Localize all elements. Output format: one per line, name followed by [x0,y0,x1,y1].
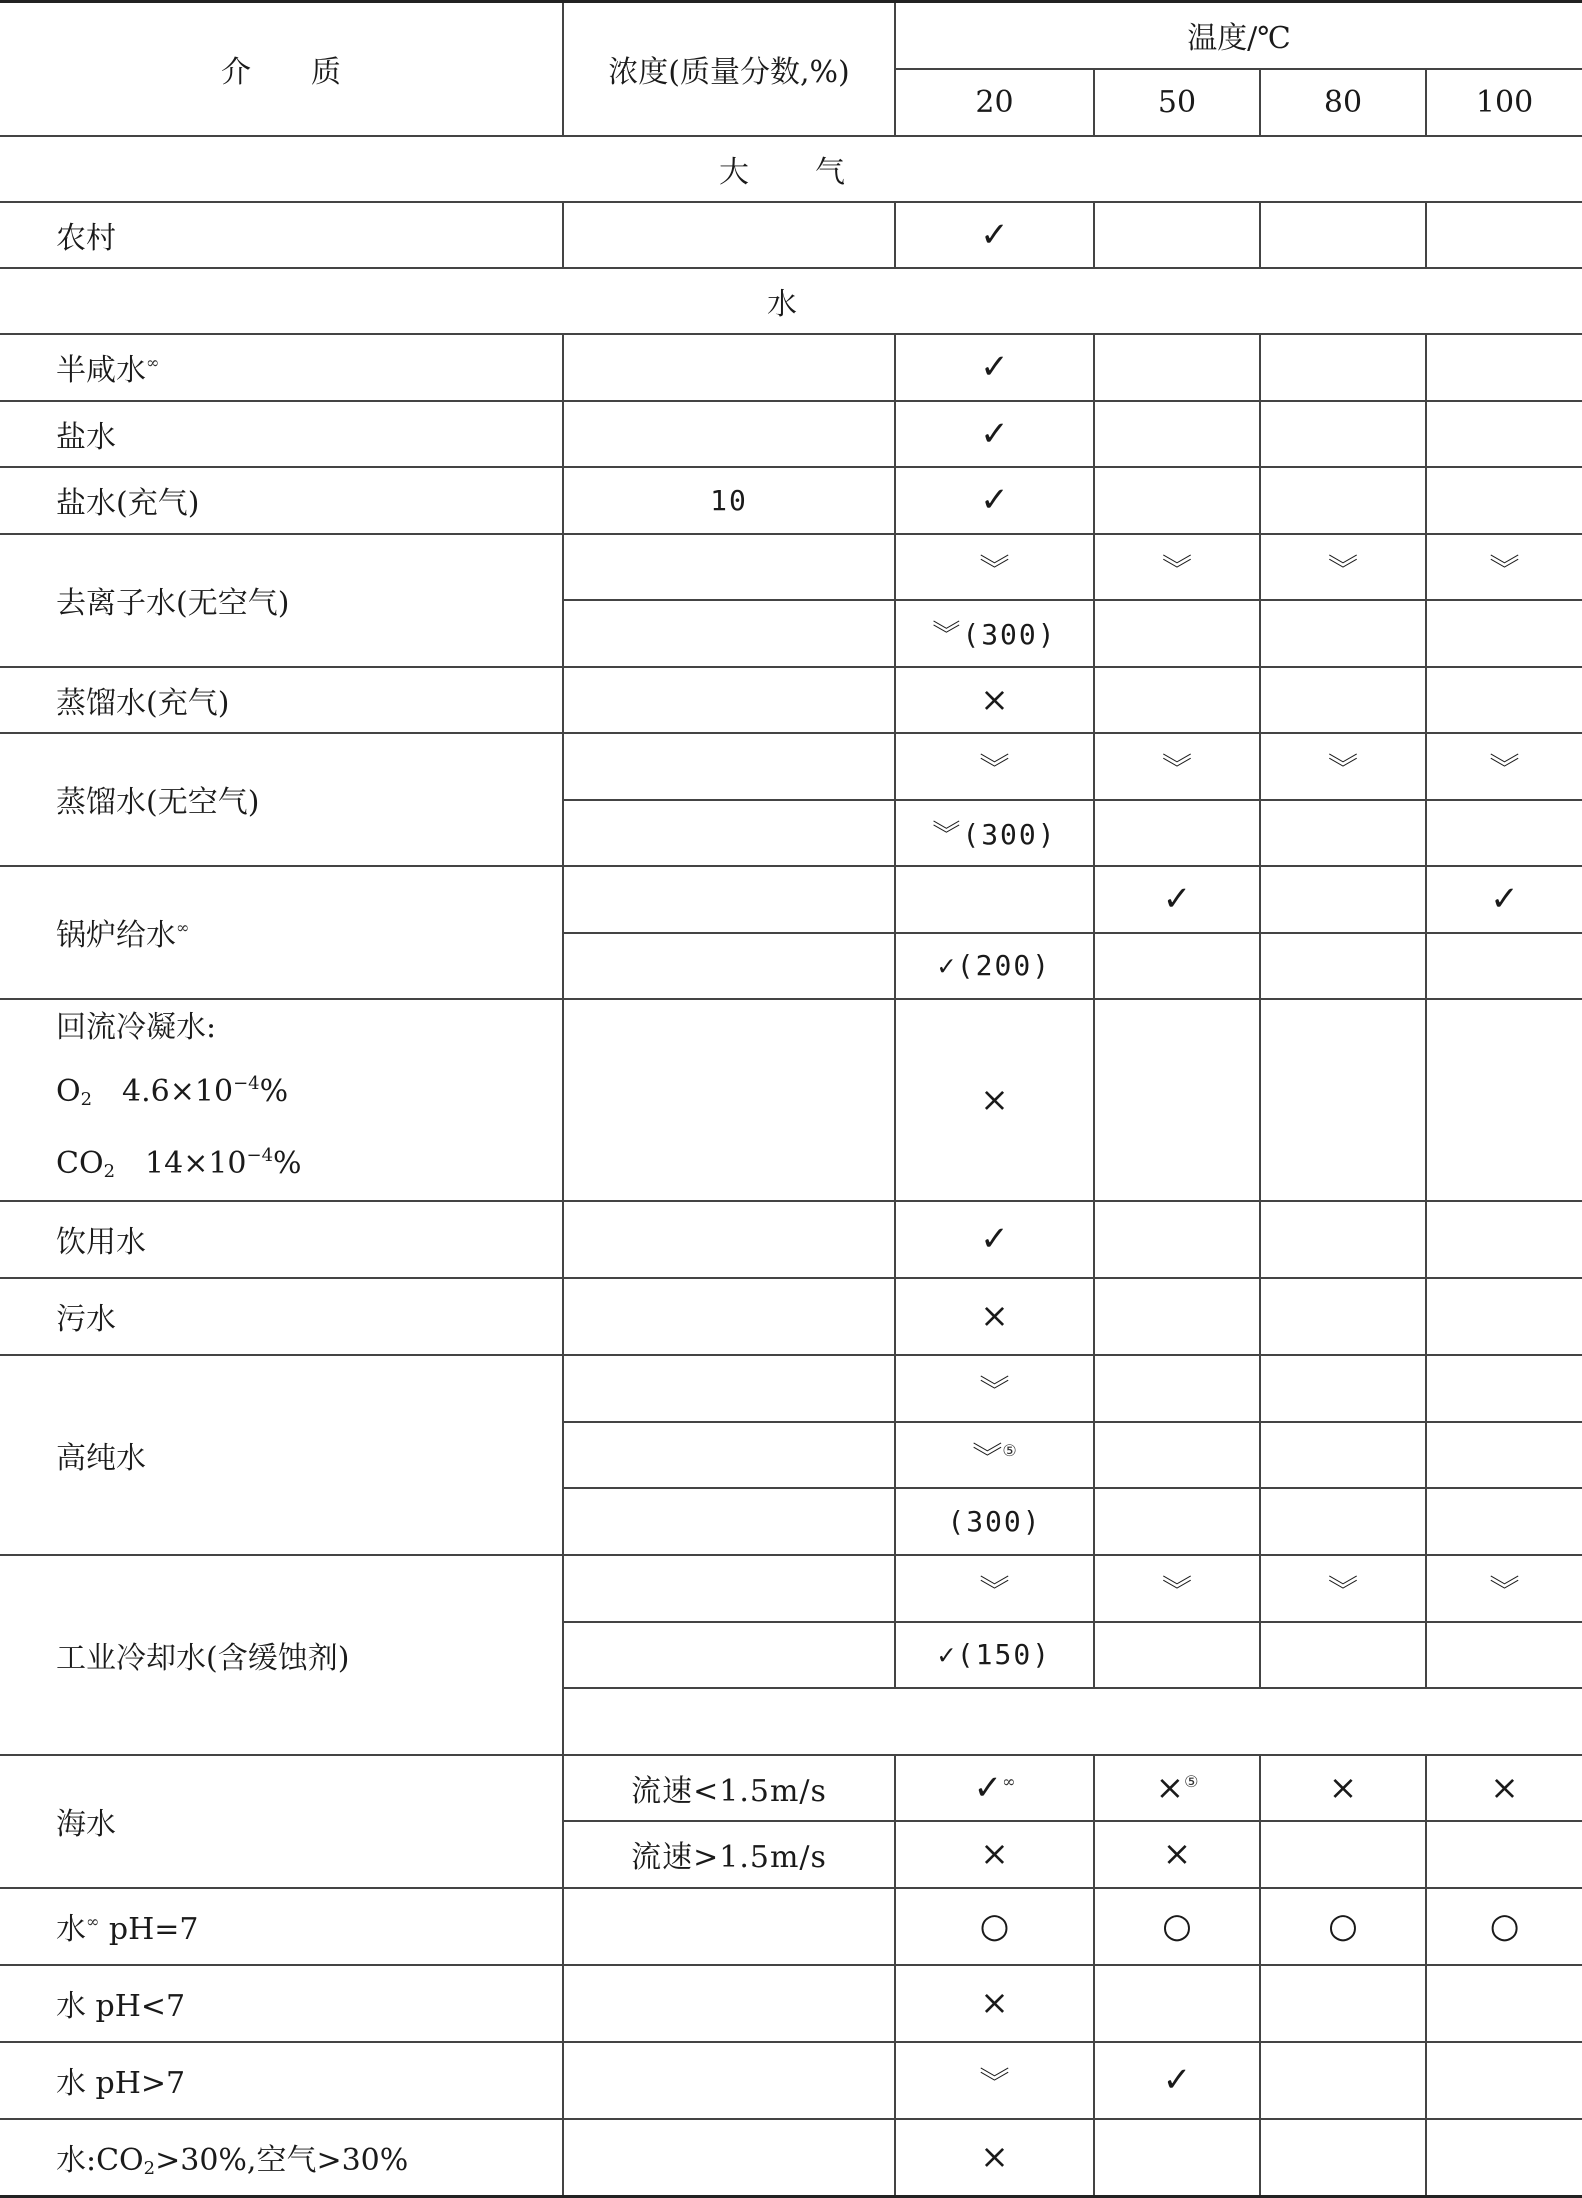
section-atmosphere: 大 气 [0,136,1582,202]
rating-cell-20: × [895,1821,1094,1888]
formula-text: CO [56,1145,104,1181]
concentration-cell [563,1201,895,1278]
concentration-cell [563,1965,895,2042]
section-row-atmosphere [0,136,1582,202]
rating-cell-20: ✓ [895,467,1094,534]
rating-cell-20: ✓ [895,1201,1094,1278]
section-water: 水 [0,268,1582,334]
header-temp-100: 100 [1426,69,1582,136]
rating-cell-20: ︾ [895,1355,1094,1422]
rating-cell-100: ︾ [1426,534,1582,600]
rating-cell-20: ︾ [895,534,1094,600]
rating-cell-50 [1094,2119,1260,2197]
table-row [0,667,1582,733]
table-row [0,467,1582,534]
rating-cell-20: ︾(300) [895,800,1094,866]
concentration-cell [563,1622,895,1688]
rating-cell-20: × [895,667,1094,733]
concentration-cell [563,1278,895,1355]
rating-cell-80 [1260,2042,1426,2119]
rating-cell-100 [1426,467,1582,534]
exponent: −4 [246,1144,274,1166]
rating-cell-50 [1094,467,1260,534]
rating-symbol: ✓ [973,1767,1003,1808]
rating-cell-80 [1260,202,1426,268]
value-text: 4.6×10 [92,1073,234,1109]
rating-cell-80 [1260,1965,1426,2042]
concentration-cell: 10 [563,467,895,534]
rating-cell-20: × [895,1278,1094,1355]
medium-cell: 盐水 [0,401,563,467]
rating-cell-80 [1260,401,1426,467]
rating-cell-50 [1094,1278,1260,1355]
rating-cell-80: × [1260,1755,1426,1821]
rating-cell-50 [1094,1488,1260,1555]
rating-cell-80 [1260,467,1426,534]
rating-cell-80: ︾ [1260,534,1426,600]
rating-cell-80 [1260,1821,1426,1888]
value-text: 14×10 [115,1145,247,1181]
rating-cell-100 [1426,1965,1582,2042]
rating-cell-50 [1094,1755,1260,1821]
rating-cell-80 [1260,866,1426,933]
rating-cell-20: ✓ [895,202,1094,268]
header-concentration: 浓度(质量分数,%) [563,2,895,136]
table-row [0,733,1582,800]
medium-label-rest: >30%,空气>30% [155,2143,409,2179]
table-row [0,1201,1582,1278]
medium-cell: 农村 [0,202,563,268]
medium-cell: 高纯水 [0,1355,563,1555]
rating-cell-100: ○ [1426,1888,1582,1965]
rating-cell-100: ︾ [1426,733,1582,800]
rating-cell-100 [1426,2119,1582,2197]
table-row [0,1965,1582,2042]
rating-cell-50 [1094,600,1260,667]
rating-cell-20: × [895,999,1094,1201]
medium-cell [0,1888,563,1965]
condensate-title: 回流冷凝水: [56,1009,217,1045]
unit-text: % [273,1145,302,1181]
rating-cell-100 [1426,600,1582,667]
footnote-mark: ∞ [146,353,160,372]
concentration-cell [563,733,895,800]
header-temperature: 温度/℃ [895,2,1582,69]
subscript: 2 [80,1088,93,1110]
table-row [0,1355,1582,1422]
medium-cell [0,2119,563,2197]
rating-cell-50 [1094,667,1260,733]
subscript: 2 [143,2158,156,2180]
header-temp-80: 80 [1260,69,1426,136]
rating-cell-20: ︾(300) [895,600,1094,667]
medium-cell: 蒸馏水(无空气) [0,733,563,866]
rating-cell-50: ○ [1094,1888,1260,1965]
medium-cell: 去离子水(无空气) [0,534,563,667]
medium-cell: 污水 [0,1278,563,1355]
rating-cell-80: ︾ [1260,1555,1426,1622]
rating-cell-80: ○ [1260,1888,1426,1965]
medium-cell [0,334,563,401]
footnote-mark: ⑤ [1184,1771,1199,1791]
header-temp-20: 20 [895,69,1094,136]
concentration-cell [563,1488,895,1555]
condensate-o2-line [56,1056,562,1128]
header-row-1 [0,2,1582,69]
rating-cell-50: × [1094,1821,1260,1888]
concentration-cell [563,534,895,600]
table-row [0,534,1582,600]
medium-label: 半咸水 [56,353,146,388]
rating-cell-80 [1260,1355,1426,1422]
rating-cell-80 [1260,1201,1426,1278]
rating-cell-20: ︾ [895,733,1094,800]
rating-cell-20: ✓(200) [895,933,1094,999]
rating-cell-20 [895,1422,1094,1488]
rating-cell-50 [1094,800,1260,866]
rating-cell-100 [1426,401,1582,467]
concentration-cell [563,2042,895,2119]
rating-cell-50 [1094,933,1260,999]
rating-cell-50: ✓ [1094,2042,1260,2119]
condensate-co2-line [56,1128,562,1200]
rating-cell-80 [1260,1488,1426,1555]
rating-cell-100: ✓ [1426,866,1582,933]
medium-cell: 饮用水 [0,1201,563,1278]
header-temp-50: 50 [1094,69,1260,136]
concentration-cell [563,1355,895,1422]
medium-cell: 海水 [0,1755,563,1888]
rating-cell-80: ︾ [1260,733,1426,800]
rating-cell-80 [1260,1622,1426,1688]
rating-cell-20: ○ [895,1888,1094,1965]
concentration-cell [563,401,895,467]
table-row [0,2042,1582,2119]
rating-cell-20 [895,866,1094,933]
rating-cell-100 [1426,667,1582,733]
medium-cell [0,866,563,999]
rating-cell-20: ✓ [895,401,1094,467]
medium-cell: 工业冷却水(含缓蚀剂) [0,1555,563,1755]
concentration-cell [563,1555,895,1622]
rating-cell-80 [1260,999,1426,1201]
concentration-cell [563,866,895,933]
table-row [0,1888,1582,1965]
table-row [0,2119,1582,2197]
rating-cell-50: ︾ [1094,733,1260,800]
rating-cell-100 [1426,1278,1582,1355]
medium-label: 水 [56,1912,86,1947]
rating-cell-20 [895,1755,1094,1821]
rating-cell-100: ︾ [1426,1555,1582,1622]
exponent: −4 [233,1072,260,1094]
table-row [0,999,1582,1201]
medium-label: 锅炉给水 [56,918,176,953]
unit-text: % [259,1073,289,1109]
rating-cell-100 [1426,1622,1582,1688]
rating-cell-100 [1426,334,1582,401]
rating-cell-100 [1426,933,1582,999]
rating-cell-80 [1260,667,1426,733]
medium-cell: 水 pH>7 [0,2042,563,2119]
rating-cell-20: ︾ [895,2042,1094,2119]
footnote-mark: ⑤ [1002,1440,1017,1460]
concentration-cell [563,2119,895,2197]
table-row [0,1278,1582,1355]
medium-cell: 水 pH<7 [0,1965,563,2042]
rating-cell-50 [1094,202,1260,268]
rating-cell-80 [1260,933,1426,999]
rating-cell-50: ︾ [1094,534,1260,600]
footnote-mark: ∞ [1002,1771,1016,1791]
empty-merged-cell [563,1688,1582,1755]
concentration-cell [563,999,895,1201]
medium-label: 水:CO [56,2143,144,2179]
rating-cell-100 [1426,202,1582,268]
rating-cell-100 [1426,999,1582,1201]
rating-cell-50 [1094,1355,1260,1422]
rating-cell-20: ✓(150) [895,1622,1094,1688]
rating-cell-100 [1426,1821,1582,1888]
rating-cell-20: ✓ [895,334,1094,401]
rating-symbol: × [1155,1767,1185,1808]
concentration-cell [563,1422,895,1488]
rating-cell-80 [1260,2119,1426,2197]
formula-text: O [56,1073,81,1109]
rating-cell-80 [1260,800,1426,866]
medium-cell: 盐水(充气) [0,467,563,534]
table-row [0,866,1582,933]
footnote-mark: ∞ [176,918,190,937]
rating-cell-100 [1426,2042,1582,2119]
rating-cell-80 [1260,1422,1426,1488]
footnote-mark: ∞ [86,1912,100,1931]
table-row [0,401,1582,467]
concentration-cell [563,334,895,401]
table-row [0,1555,1582,1622]
concentration-cell [563,1888,895,1965]
ph-label: pH=7 [108,1912,199,1947]
table-row [0,334,1582,401]
rating-cell-50: ✓ [1094,866,1260,933]
flow-condition-cell: 流速>1.5m/s [563,1821,895,1888]
medium-cell: 蒸馏水(充气) [0,667,563,733]
rating-cell-50 [1094,334,1260,401]
rating-cell-80 [1260,334,1426,401]
subscript: 2 [103,1160,116,1182]
flow-condition-cell: 流速<1.5m/s [563,1755,895,1821]
section-row-water [0,268,1582,334]
concentration-cell [563,933,895,999]
rating-symbol: ︾ [972,1440,1003,1476]
rating-cell-100 [1426,1422,1582,1488]
rating-cell-50 [1094,401,1260,467]
rating-cell-80 [1260,600,1426,667]
rating-cell-100: × [1426,1755,1582,1821]
rating-cell-50 [1094,1622,1260,1688]
header-medium: 介 质 [0,2,563,136]
rating-cell-100 [1426,1488,1582,1555]
concentration-cell [563,800,895,866]
rating-cell-50 [1094,1965,1260,2042]
rating-cell-80 [1260,1278,1426,1355]
medium-cell [0,999,563,1201]
rating-cell-50 [1094,1422,1260,1488]
concentration-cell [563,600,895,667]
rating-cell-50 [1094,1201,1260,1278]
rating-cell-100 [1426,1355,1582,1422]
concentration-cell [563,202,895,268]
rating-cell-20: (300) [895,1488,1094,1555]
rating-cell-100 [1426,800,1582,866]
rating-cell-20: × [895,2119,1094,2197]
concentration-cell [563,667,895,733]
table-row [0,202,1582,268]
rating-cell-20: × [895,1965,1094,2042]
table-row [0,1755,1582,1821]
rating-cell-100 [1426,1201,1582,1278]
rating-cell-50: ︾ [1094,1555,1260,1622]
rating-cell-50 [1094,999,1260,1201]
rating-cell-20: ︾ [895,1555,1094,1622]
